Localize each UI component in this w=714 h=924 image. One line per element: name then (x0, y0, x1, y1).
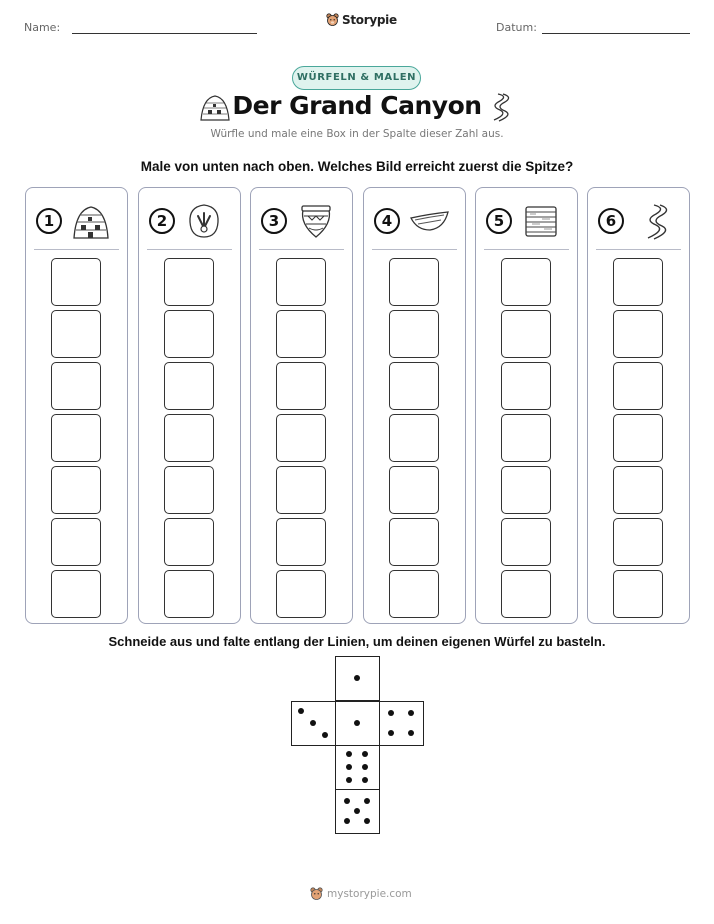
column-number: 2 (149, 208, 175, 234)
bear-mascot-icon (326, 13, 339, 27)
instruction-bottom: Schneide aus und falte entlang der Linien, um deinen eigenen Würfel zu basteln. (108, 634, 606, 649)
die-pip (362, 751, 368, 757)
die-pip (388, 730, 394, 736)
column-number: 1 (36, 208, 62, 234)
column-1 (25, 187, 128, 624)
die-face-3 (291, 701, 336, 746)
column-number: 3 (261, 208, 287, 234)
color-box[interactable] (389, 258, 439, 306)
instruction-top: Male von unten nach oben. Welches Bild erreicht zuerst die Spitze? (140, 159, 574, 174)
column-number: 6 (598, 208, 624, 234)
die-face-6 (335, 745, 380, 790)
footer-url: mystorypie.com (327, 888, 412, 900)
column-6 (587, 187, 690, 624)
color-box[interactable] (389, 310, 439, 358)
color-box[interactable] (501, 570, 551, 618)
die-pip (346, 764, 352, 770)
color-box[interactable] (276, 466, 326, 514)
color-box[interactable] (501, 258, 551, 306)
color-box[interactable] (613, 414, 663, 462)
color-box[interactable] (613, 518, 663, 566)
die-pip (310, 720, 316, 726)
subtitle: Würfle und male eine Box in der Spalte dieser Zahl aus. (210, 128, 504, 140)
column-number: 5 (486, 208, 512, 234)
color-box[interactable] (389, 466, 439, 514)
color-box[interactable] (613, 466, 663, 514)
color-box[interactable] (389, 518, 439, 566)
die-pip (364, 818, 370, 824)
die-face-1 (335, 701, 380, 746)
color-box[interactable] (613, 258, 663, 306)
name-line[interactable] (72, 33, 257, 34)
color-box[interactable] (389, 414, 439, 462)
color-box[interactable] (276, 258, 326, 306)
activity-badge: WÜRFELN & MALEN (292, 66, 421, 90)
die-pip (322, 732, 328, 738)
fossil-footprint-icon (183, 202, 225, 240)
rock-layers-icon (520, 202, 562, 240)
color-box[interactable] (613, 570, 663, 618)
die-pip (408, 730, 414, 736)
die-pip (364, 798, 370, 804)
river-icon (482, 92, 514, 122)
color-box[interactable] (164, 310, 214, 358)
brand-name: Storypie (342, 13, 397, 27)
color-box[interactable] (276, 362, 326, 410)
column-divider (596, 249, 681, 250)
color-box[interactable] (51, 362, 101, 410)
color-box[interactable] (164, 466, 214, 514)
color-box[interactable] (164, 362, 214, 410)
color-box[interactable] (501, 414, 551, 462)
river-icon (632, 202, 674, 240)
column-4 (363, 187, 466, 624)
color-box[interactable] (389, 362, 439, 410)
color-box[interactable] (276, 570, 326, 618)
die-face-1 (335, 656, 380, 701)
color-box[interactable] (501, 518, 551, 566)
die-pip (346, 777, 352, 783)
rowboat-icon (408, 202, 450, 240)
brand-logo (326, 13, 397, 27)
color-box[interactable] (51, 570, 101, 618)
color-box[interactable] (501, 466, 551, 514)
footer (310, 887, 412, 901)
die-pip (354, 808, 360, 814)
die-pip (362, 777, 368, 783)
color-box[interactable] (51, 258, 101, 306)
color-box[interactable] (501, 310, 551, 358)
die-pip (388, 710, 394, 716)
color-box[interactable] (613, 310, 663, 358)
color-box[interactable] (51, 466, 101, 514)
die-face-4 (379, 701, 424, 746)
color-box[interactable] (164, 258, 214, 306)
cliff-dwelling-icon (70, 202, 112, 240)
die-pip (354, 720, 360, 726)
column-5 (475, 187, 578, 624)
die-pip (344, 798, 350, 804)
die-pip (354, 675, 360, 681)
color-box[interactable] (51, 310, 101, 358)
name-label: Name: (24, 21, 61, 34)
color-box[interactable] (501, 362, 551, 410)
color-box[interactable] (51, 518, 101, 566)
color-box[interactable] (276, 518, 326, 566)
color-box[interactable] (164, 518, 214, 566)
column-number: 4 (374, 208, 400, 234)
column-divider (34, 249, 119, 250)
color-box[interactable] (164, 570, 214, 618)
column-divider (372, 249, 457, 250)
column-divider (484, 249, 569, 250)
color-box[interactable] (276, 310, 326, 358)
color-box[interactable] (51, 414, 101, 462)
column-divider (259, 249, 344, 250)
color-box[interactable] (164, 414, 214, 462)
pottery-pot-icon (295, 202, 337, 240)
date-line[interactable] (542, 33, 690, 34)
date-label: Datum: (496, 21, 537, 34)
color-box[interactable] (613, 362, 663, 410)
die-pip (344, 818, 350, 824)
column-2 (138, 187, 241, 624)
die-pip (298, 708, 304, 714)
die-pip (346, 751, 352, 757)
die-face-5 (335, 789, 380, 834)
column-divider (147, 249, 232, 250)
die-pip (362, 764, 368, 770)
color-box[interactable] (276, 414, 326, 462)
color-box[interactable] (389, 570, 439, 618)
column-3 (250, 187, 353, 624)
bear-mascot-icon (310, 887, 323, 901)
die-pip (408, 710, 414, 716)
page-title: Der Grand Canyon (232, 91, 482, 120)
